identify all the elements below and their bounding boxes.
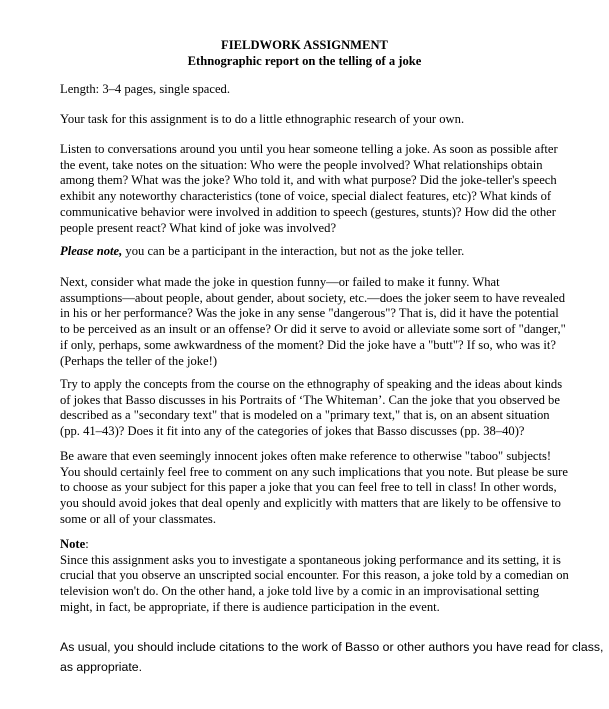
paragraph-line: You should certainly feel free to comment on any such implications that you note. But please be sure (60, 464, 568, 479)
paragraph-line: Try to apply the concepts from the course on the ethnography of speaking and the ideas about kinds (60, 377, 563, 391)
please-note-text: you can be a participant in the interaction, but not as the joke teller. (122, 244, 465, 258)
paragraph-line: to be perceived as an insult or an offense? Or did it serve to avoid or alleviate some sort of "danger," (60, 322, 566, 337)
citations-paragraph (60, 638, 604, 677)
paragraph-line: Be aware that even seemingly innocent jokes often make reference to otherwise "taboo" subjects! (60, 449, 552, 463)
paragraph-line: Next, consider what made the joke in question funny—or failed to make it funny. What (60, 275, 500, 289)
paragraph-line: (Perhaps the teller of the joke!) (60, 353, 218, 368)
note-colon: : (85, 537, 89, 551)
paragraph-line: you should avoid jokes that deal openly and explicitly with matters that are likely to be offensive to (60, 496, 561, 511)
paragraph-line: exhibit any noteworthy characteristics (tone of voice, special dialect features, etc)? What kinds of (60, 189, 552, 204)
paragraph-line: to choose as your subject for this paper a joke that you can feel free to tell in class! In other words, (60, 480, 557, 495)
paragraph-line: communicative behavior were involved in addition to speech (gestures, stunts)? How did the other (60, 204, 556, 219)
paragraph-line: might, in fact, be appropriate, if there is audience participation in the event. (60, 599, 440, 614)
paragraph-line: of jokes that Basso discusses in his Portraits of ‘The Whiteman’. Can the joke that you observed be (60, 392, 560, 407)
paragraph-line: assumptions—about people, about gender, about society, etc.—does the joker seem to have revealed (60, 290, 566, 305)
paragraph-line: (pp. 41–43)? Does it fit into any of the categories of jokes that Basso discusses (pp. 38–40)? (60, 424, 525, 439)
paragraph-line: Listen to conversations around you until you hear someone telling a joke. As soon as possible after (60, 142, 558, 156)
length-paragraph: Length: 3–4 pages, single spaced. (60, 82, 230, 96)
paragraph-line: television won't do. On the other hand, a joke told live by a comic in an improvisational setting (60, 584, 539, 599)
document-subtitle: Ethnographic report on the telling of a joke (187, 54, 422, 68)
please-note-label: Please note, (60, 244, 123, 258)
paragraph-line: people present react? What kind of joke was involved? (60, 220, 337, 235)
document-title: FIELDWORK ASSIGNMENT (221, 38, 388, 52)
note-label: Note (60, 537, 86, 551)
paragraph-line: some or all of your classmates. (60, 511, 216, 526)
paragraph-line: the event, take notes on the situation: Who were the people involved? What relationships obtain (60, 157, 543, 172)
apply-paragraph (60, 377, 582, 440)
paragraph-line: described as a "secondary text" that is modeled on a "primary text," that is, on an absent situation (60, 408, 550, 423)
paragraph-line: As usual, you should include citations to the work of Basso or other authors you have read for class, (60, 640, 604, 654)
next-paragraph (60, 275, 582, 369)
aware-paragraph (60, 449, 582, 528)
paragraph-line: crucial that you observe an unscripted social encounter. For this reason, a joke told by a comedian on (60, 568, 569, 583)
paragraph-line: Since this assignment asks you to investigate a spontaneous joking performance and its setting, it is (60, 552, 561, 567)
paragraph-line: as appropriate. (60, 659, 143, 674)
paragraph-line: if only, perhaps, some awkwardness of the moment? Did the joke have a "butt"? If so, who was it? (60, 337, 556, 352)
task-paragraph: Your task for this assignment is to do a little ethnographic research of your own. (60, 112, 465, 126)
paragraph-line: in his or her performance? Was the joke in any sense "dangerous"? That is, did it have the potential (60, 306, 559, 321)
note-section (60, 537, 582, 616)
note-heading (60, 537, 582, 553)
listen-paragraph (60, 142, 582, 236)
please-note-paragraph (60, 244, 582, 260)
paragraph-line: among them? What was the joke? Who told it, and with what purpose? Did the joke-teller's speech (60, 173, 557, 188)
